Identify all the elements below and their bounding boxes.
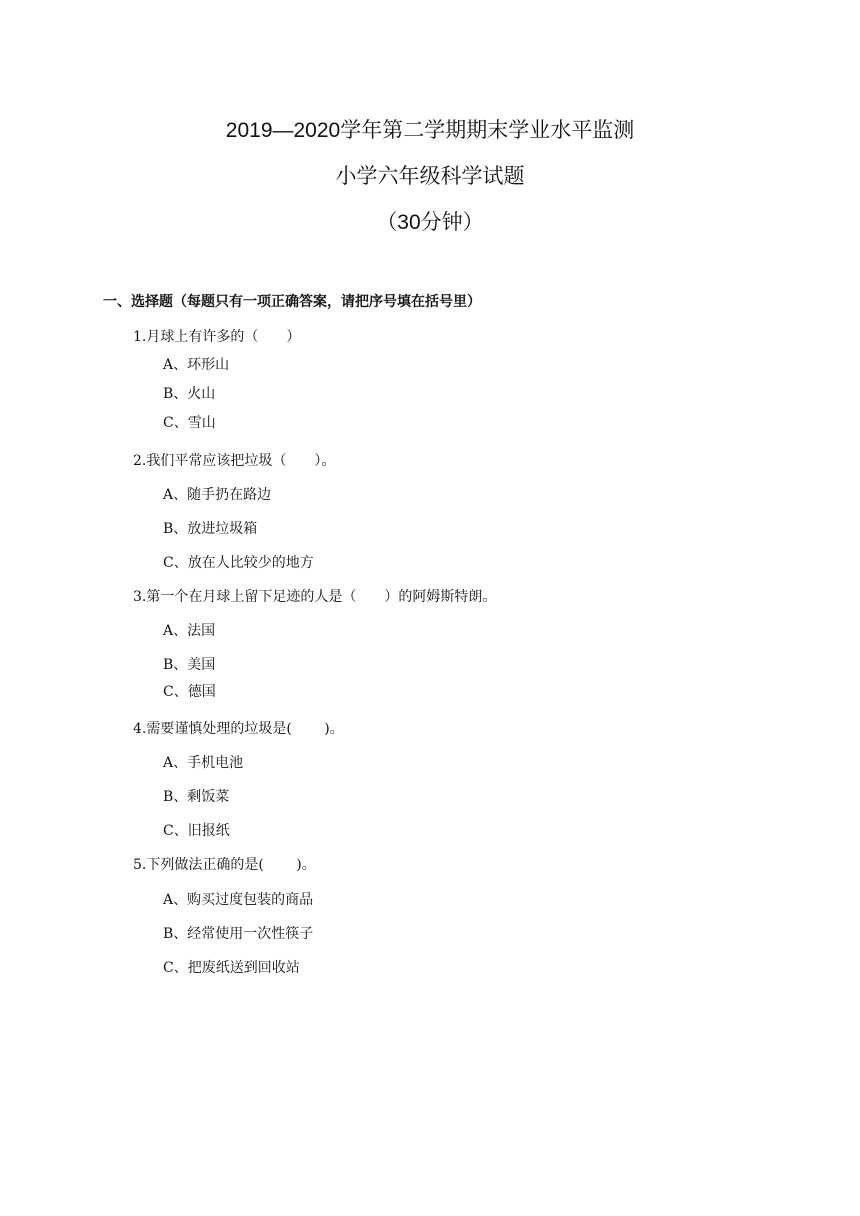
question-1-stem: 1.月球上有许多的（ ） — [133, 329, 301, 345]
question-5-option-a: A、购买过度包装的商品 — [163, 892, 314, 908]
question-4-stem: 4.需要谨慎处理的垃圾是( )。 — [133, 721, 344, 737]
question-2-option-b: B、放进垃圾箱 — [163, 521, 258, 537]
question-1-option-b: B、火山 — [163, 386, 216, 402]
exam-title: 2019—2020学年第二学期期末学业水平监测 — [225, 119, 635, 142]
exam-subtitle: 小学六年级科学试题 — [335, 165, 525, 188]
question-4-option-a: A、手机电池 — [163, 755, 244, 771]
section-heading: 一、选择题（每题只有一项正确答案，请把序号填在括号里） — [103, 294, 481, 310]
question-3-stem: 3.第一个在月球上留下足迹的人是（ ）的阿姆斯特朗。 — [133, 589, 497, 605]
question-2-option-c: C、放在人比较少的地方 — [163, 555, 314, 571]
question-1-option-a: A、环形山 — [163, 357, 230, 373]
question-1-option-c: C、雪山 — [163, 415, 216, 431]
question-2-option-a: A、随手扔在路边 — [163, 487, 272, 503]
question-3-option-c: C、德国 — [163, 684, 216, 700]
question-5-stem: 5.下列做法正确的是( )。 — [133, 857, 316, 873]
question-4-option-b: B、剩饭菜 — [163, 789, 230, 805]
question-2-stem: 2.我们平常应该把垃圾（ ）。 — [133, 453, 336, 469]
question-5-option-c: C、把废纸送到回收站 — [163, 960, 300, 976]
exam-duration: （30分钟） — [376, 211, 484, 234]
question-3-option-a: A、法国 — [163, 623, 216, 639]
question-4-option-c: C、旧报纸 — [163, 823, 230, 839]
question-5-option-b: B、经常使用一次性筷子 — [163, 926, 314, 942]
question-3-option-b: B、美国 — [163, 657, 216, 673]
